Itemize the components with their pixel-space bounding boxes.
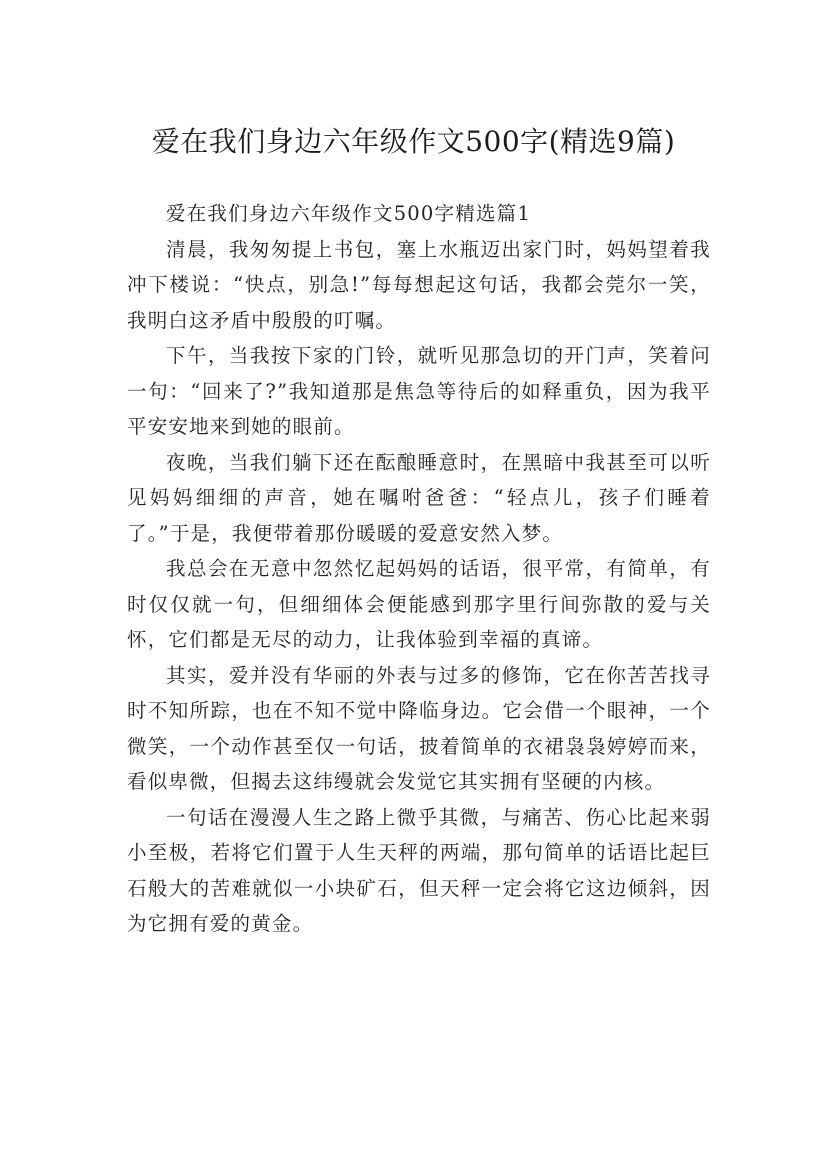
section-heading: 爱在我们身边六年级作文500字精选篇1 [166,202,531,225]
document-title: 爱在我们身边六年级作文500字(精选9篇) [151,124,676,158]
paragraph-reflection: 我总会在无意中忽然忆起妈妈的话语，很平常，有简单，有时仅仅就一句，但细细体会便能感到那字里行间弥散的爱与关怀，它们都是无尽的动力，让我体验到幸福的真谛。 [127,557,711,651]
paragraph-night: 夜晚，当我们躺下还在酝酿睡意时，在黑暗中我甚至可以听见妈妈细细的声音，她在嘱咐爸爸：“轻点儿，孩子们睡着了。”于是，我便带着那份暖暖的爱意安然入梦。 [127,450,711,545]
paragraph-morning: 清晨，我匆匆提上书包，塞上水瓶迈出家门时，妈妈望着我冲下楼说：“快点，别急!”每每想起这句话，我都会莞尔一笑，我明白这矛盾中殷殷的叮嘱。 [127,237,711,332]
paragraph-afternoon: 下午，当我按下家的门铃，就听见那急切的开门声，笑着问一句：“回来了?”我知道那是焦急等待后的如释重负，因为我平平安安地来到她的眼前。 [127,344,711,438]
paragraph-conclusion: 一句话在漫漫人生之路上微乎其微，与痛苦、伤心比起来弱小至极，若将它们置于人生天秤的两端，那句简单的话语比起巨石般大的苦难就似一小块矿石，但天秤一定会将它这边倾斜，因为它拥有爱的黄金。 [127,805,711,935]
paragraph-love-nature: 其实，爱并没有华丽的外表与过多的修饰，它在你苦苦找寻时不知所踪，也在不知不觉中降临身边。它会借一个眼神，一个微笑，一个动作甚至仅一句话，披着简单的衣裙袅袅婷婷而来，看似卑微，但揭去这纬缦就会发觉它其实拥有坚硬的内核。 [127,663,711,793]
document-body [127,196,711,942]
